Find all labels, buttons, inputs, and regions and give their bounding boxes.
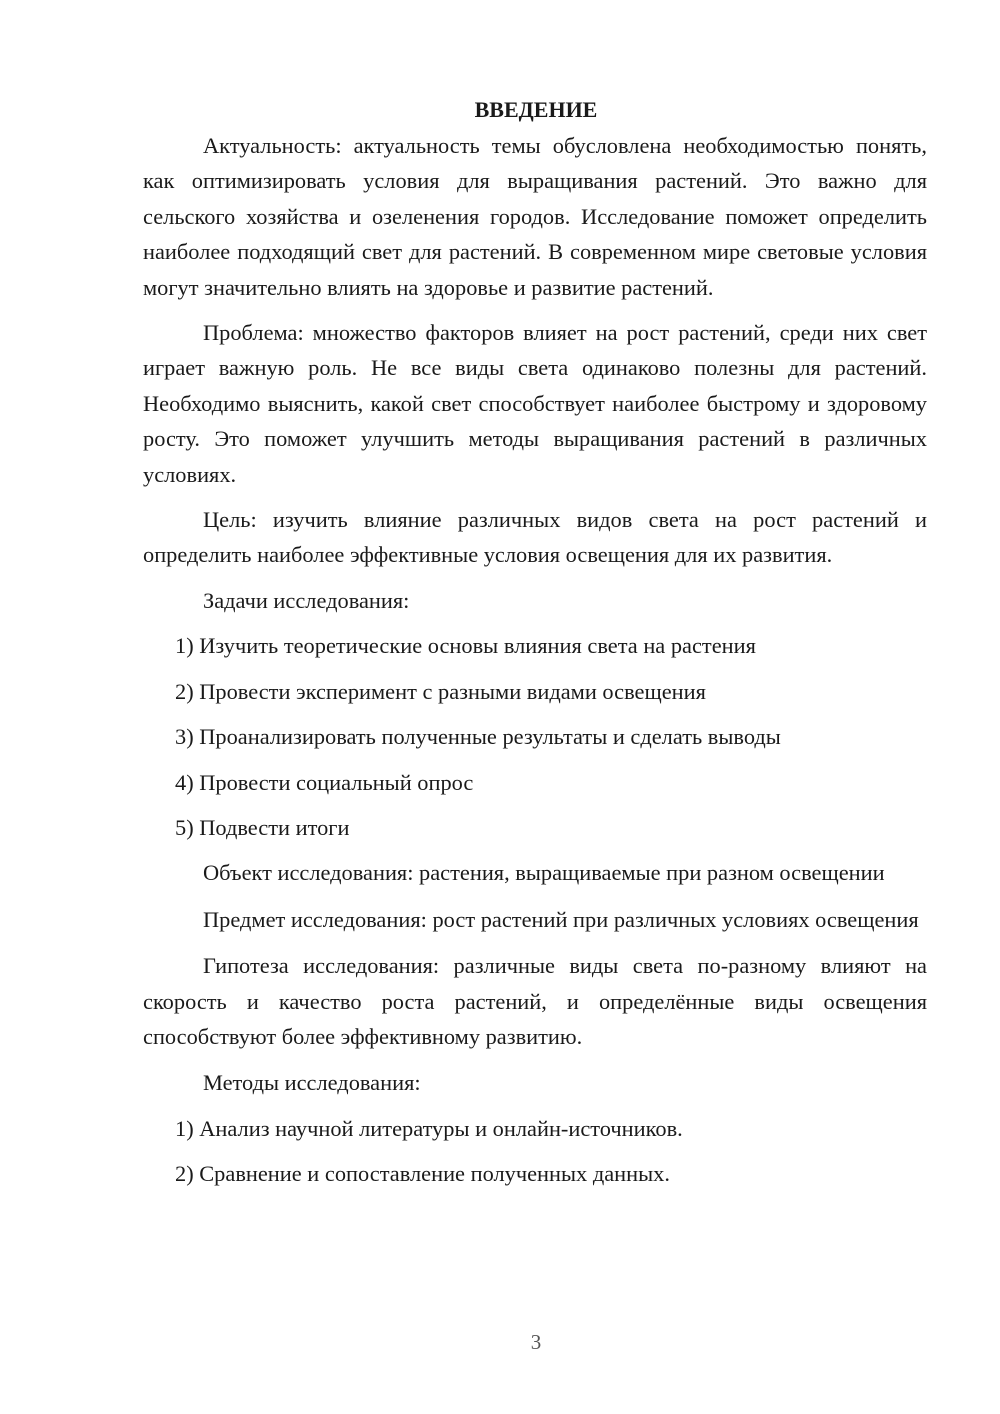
task-item-2: 2) Провести эксперимент с разными видами освещения xyxy=(175,678,706,704)
paragraph-hypothesis: Гипотеза исследования: различные виды света по-разному влияют на скорость и качество роста растений, и определённые виды освещения способствуют более эффективному развитию. xyxy=(143,953,927,1049)
method-item-1: 1) Анализ научной литературы и онлайн-источников. xyxy=(175,1115,683,1141)
method-item-2: 2) Сравнение и сопоставление полученных данных. xyxy=(175,1161,670,1187)
paragraph-problem: Проблема: множество факторов влияет на рост растений, среди них свет играет важную роль. Не все виды света одинаково полезны для растений. Необходимо выяснить, какой свет способствует наиболее быстрому и здоровому росту. Это поможет улучшить методы выращивания растений в различных условиях. xyxy=(143,320,927,487)
tasks-heading: Задачи исследования: xyxy=(203,587,410,613)
methods-heading: Методы исследования: xyxy=(203,1070,421,1096)
page-number: 3 xyxy=(530,1330,542,1354)
paragraph-object: Объект исследования: растения, выращиваемые при разном освещении xyxy=(203,860,885,886)
paragraph-goal: Цель: изучить влияние различных видов света на рост растений и определить наиболее эффективные условия освещения для их развития. xyxy=(143,507,927,568)
task-item-5: 5) Подвести итоги xyxy=(175,814,350,840)
paragraph-relevance: Актуальность: актуальность темы обусловлена необходимостью понять, как оптимизировать условия для выращивания растений. Это важно для сельского хозяйства и озеленения городов. Исследование поможет определить наиболее подходящий свет для растений. В современном мире световые условия могут значительно влиять на здоровье и развитие растений. xyxy=(143,133,927,300)
task-item-3: 3) Проанализировать полученные результаты и сделать выводы xyxy=(175,724,781,750)
section-title: ВВЕДЕНИЕ xyxy=(474,97,598,122)
paragraph-subject: Предмет исследования: рост растений при различных условиях освещения xyxy=(203,906,919,932)
task-item-4: 4) Провести социальный опрос xyxy=(175,769,474,795)
task-item-1: 1) Изучить теоретические основы влияния света на растения xyxy=(175,633,756,659)
page-content xyxy=(143,92,927,1192)
